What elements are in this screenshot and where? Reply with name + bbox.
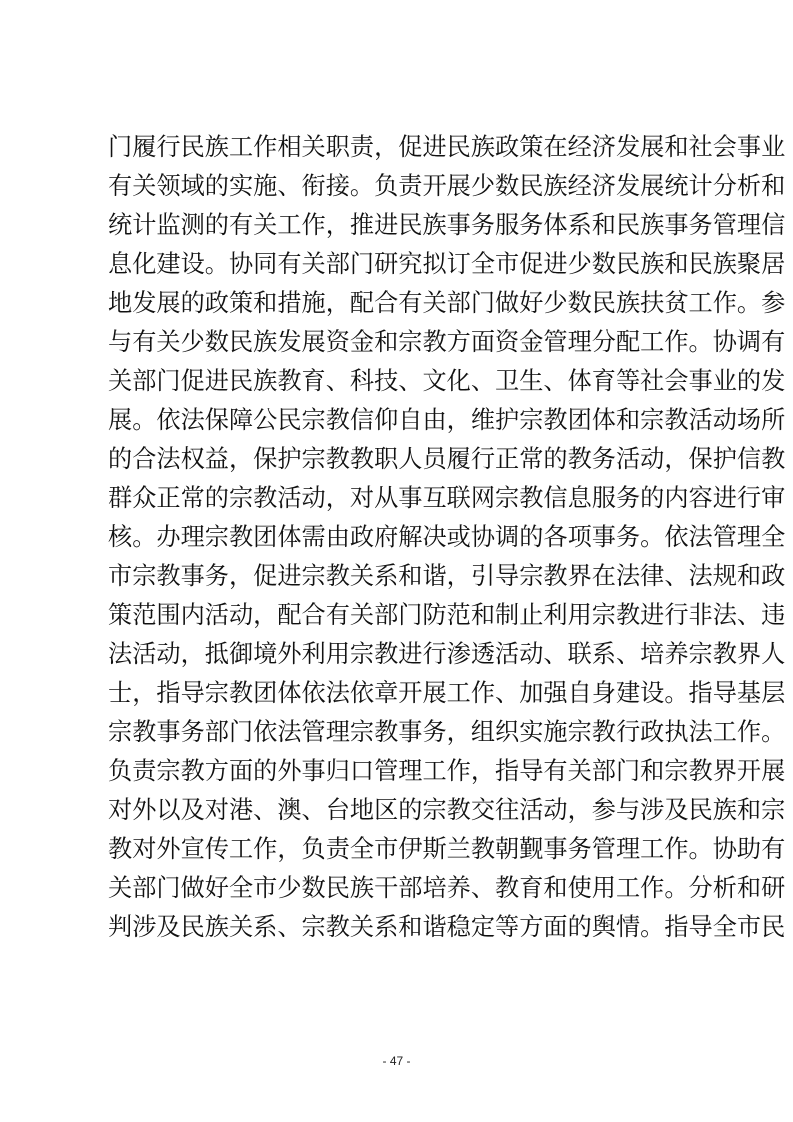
text-line: 市宗教事务，促进宗教关系和谐，引导宗教界在法律、法规和政 xyxy=(108,562,786,590)
text-line: 负责宗教方面的外事归口管理工作，指导有关部门和宗教界开展 xyxy=(108,757,786,785)
text-line: 核。办理宗教团体需由政府解决或协调的各项事务。依法管理全 xyxy=(108,523,786,551)
text-line: 教对外宣传工作，负责全市伊斯兰教朝觐事务管理工作。协助有 xyxy=(108,835,786,863)
text-line: 有关领域的实施、衔接。负责开展少数民族经济发展统计分析和 xyxy=(108,172,786,200)
text-line: 与有关少数民族发展资金和宗教方面资金管理分配工作。协调有 xyxy=(108,328,786,356)
text-line: 统计监测的有关工作，推进民族事务服务体系和民族事务管理信 xyxy=(108,211,786,239)
body-text xyxy=(108,128,786,947)
text-line: 判涉及民族关系、宗教关系和谐稳定等方面的舆情。指导全市民 xyxy=(108,913,786,941)
text-line: 群众正常的宗教活动，对从事互联网宗教信息服务的内容进行审 xyxy=(108,484,786,512)
text-line: 士，指导宗教团体依法依章开展工作、加强自身建设。指导基层 xyxy=(108,679,786,707)
text-line: 展。依法保障公民宗教信仰自由，维护宗教团体和宗教活动场所 xyxy=(108,406,786,434)
text-line: 门履行民族工作相关职责，促进民族政策在经济发展和社会事业 xyxy=(108,133,786,161)
text-line: 策范围内活动，配合有关部门防范和制止利用宗教进行非法、违 xyxy=(108,601,786,629)
text-line: 法活动，抵御境外利用宗教进行渗透活动、联系、培养宗教界人 xyxy=(108,640,786,668)
text-line: 关部门促进民族教育、科技、文化、卫生、体育等社会事业的发 xyxy=(108,367,786,395)
text-line: 对外以及对港、澳、台地区的宗教交往活动，参与涉及民族和宗 xyxy=(108,796,786,824)
text-line: 地发展的政策和措施，配合有关部门做好少数民族扶贫工作。参 xyxy=(108,289,786,317)
text-line: 关部门做好全市少数民族干部培养、教育和使用工作。分析和研 xyxy=(108,874,786,902)
text-line: 的合法权益，保护宗教教职人员履行正常的教务活动，保护信教 xyxy=(108,445,786,473)
text-line: 息化建设。协同有关部门研究拟订全市促进少数民族和民族聚居 xyxy=(108,250,786,278)
page-number: - 47 - xyxy=(382,1054,411,1068)
text-line: 宗教事务部门依法管理宗教事务，组织实施宗教行政执法工作。 xyxy=(108,718,786,746)
